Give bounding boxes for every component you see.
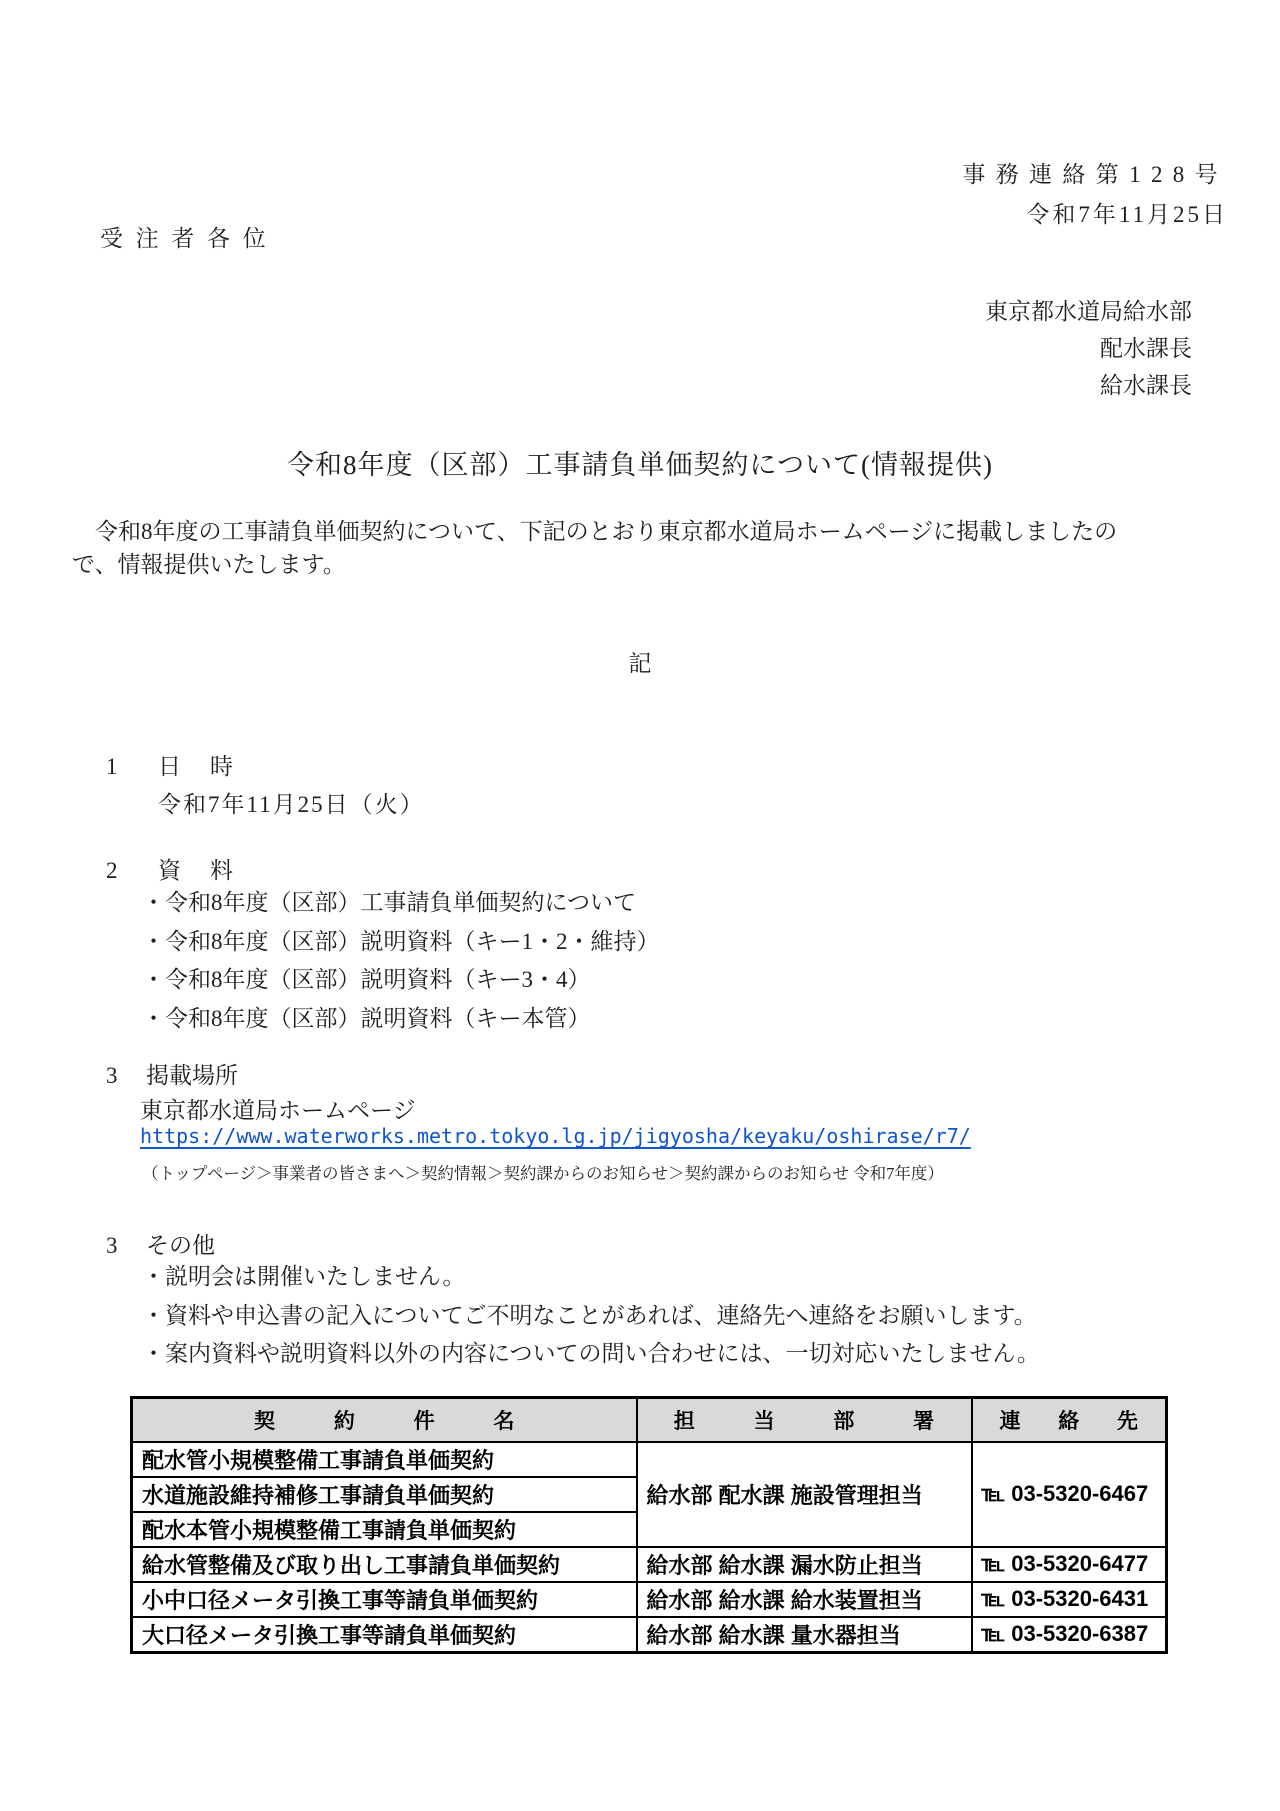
section-other-number: 3	[106, 1233, 118, 1258]
other-list	[142, 1262, 1040, 1378]
recipient: 受注者各位	[100, 226, 279, 251]
section-datetime-label: 日 時	[158, 754, 236, 779]
intro-paragraph	[72, 515, 1222, 581]
section-datetime-heading	[106, 748, 236, 781]
table-row	[132, 1547, 1167, 1582]
table-header-row	[132, 1398, 1167, 1442]
ki-marker: 記	[628, 651, 652, 676]
section-datetime-number: 1	[106, 754, 118, 779]
department-cell: 給水部 給水課 量水器担当	[637, 1617, 972, 1653]
site-name: 東京都水道局ホームページ	[140, 1098, 416, 1123]
tel-cell: ℡ 03-5320-6431	[972, 1582, 1167, 1617]
section-materials-heading	[106, 852, 236, 885]
tel-cell: ℡ 03-5320-6467	[972, 1442, 1167, 1547]
contract-name-cell: 小中口径メータ引換工事等請負単価契約	[132, 1582, 637, 1617]
column-header-contact: 連 絡 先	[972, 1398, 1167, 1442]
column-header-contract-name: 契 約 件 名	[132, 1398, 637, 1442]
section-other-label: その他	[146, 1233, 215, 1258]
contract-name-cell: 水道施設維持補修工事請負単価契約	[132, 1477, 637, 1512]
site-url-link[interactable]: https://www.waterworks.metro.tokyo.lg.jp/jigyosha/keyaku/oshirase/r7/	[140, 1124, 971, 1148]
contract-name-cell: 配水本管小規模整備工事請負単価契約	[132, 1512, 637, 1547]
list-item: ・資料や申込書の記入についてご不明なことがあれば、連絡先へ連絡をお願いします。	[142, 1302, 1037, 1328]
contact-table-container	[130, 1396, 1168, 1654]
section-location-heading	[106, 1057, 238, 1090]
list-item: ・令和8年度（区部）工事請負単価契約について	[142, 890, 637, 915]
table-row	[132, 1582, 1167, 1617]
intro-line-2: で、情報提供いたします。	[72, 552, 346, 577]
department-cell: 給水部 給水課 給水装置担当	[637, 1582, 972, 1617]
contact-table	[130, 1396, 1168, 1654]
sender-role-kyusui: 給水課長	[1100, 373, 1192, 398]
table-row	[132, 1442, 1167, 1477]
sender-org: 東京都水道局給水部	[985, 299, 1192, 324]
materials-list	[142, 888, 660, 1042]
section-location-label: 掲載場所	[146, 1063, 238, 1088]
contract-name-cell: 配水管小規模整備工事請負単価契約	[132, 1442, 637, 1477]
sender-block	[985, 293, 1192, 404]
department-cell: 給水部 給水課 漏水防止担当	[637, 1547, 972, 1582]
section-materials-label: 資 料	[158, 858, 236, 883]
list-item: ・説明会は開催いたしません。	[142, 1264, 466, 1289]
contract-name-cell: 給水管整備及び取り出し工事請負単価契約	[132, 1547, 637, 1582]
list-item: ・令和8年度（区部）説明資料（キー本管）	[142, 1005, 591, 1031]
column-header-department: 担 当 部 署	[637, 1398, 972, 1442]
sender-role-haisui: 配水課長	[1100, 336, 1192, 361]
section-location-number: 3	[106, 1063, 118, 1088]
list-item: ・案内資料や説明資料以外の内容についての問い合わせには、一切対応いたしません。	[142, 1341, 1040, 1366]
list-item: ・令和8年度（区部）説明資料（キー1・2・維持）	[142, 928, 660, 954]
tel-cell: ℡ 03-5320-6477	[972, 1547, 1167, 1582]
document-title: 令和8年度（区部）工事請負単価契約について(情報提供)	[287, 450, 993, 480]
breadcrumb: （トップページ＞事業者の皆さまへ＞契約情報＞契約課からのお知らせ＞契約課からのお知らせ 令和7年度）	[142, 1164, 944, 1183]
list-item: ・令和8年度（区部）説明資料（キー3・4）	[142, 967, 591, 992]
issue-date: 令和7年11月25日	[1026, 202, 1228, 227]
table-row	[132, 1617, 1167, 1653]
section-datetime-value: 令和7年11月25日（火）	[158, 792, 425, 817]
contract-name-cell: 大口径メータ引換工事等請負単価契約	[132, 1617, 637, 1653]
doc-number: 事務連絡第128号	[962, 162, 1228, 187]
section-other-heading	[106, 1227, 215, 1260]
department-cell: 給水部 配水課 施設管理担当	[637, 1442, 972, 1547]
intro-line-1: 令和8年度の工事請負単価契約について、下記のとおり東京都水道局ホームページに掲載しましたの	[72, 519, 1118, 544]
section-materials-number: 2	[106, 858, 118, 883]
tel-cell: ℡ 03-5320-6387	[972, 1617, 1167, 1653]
